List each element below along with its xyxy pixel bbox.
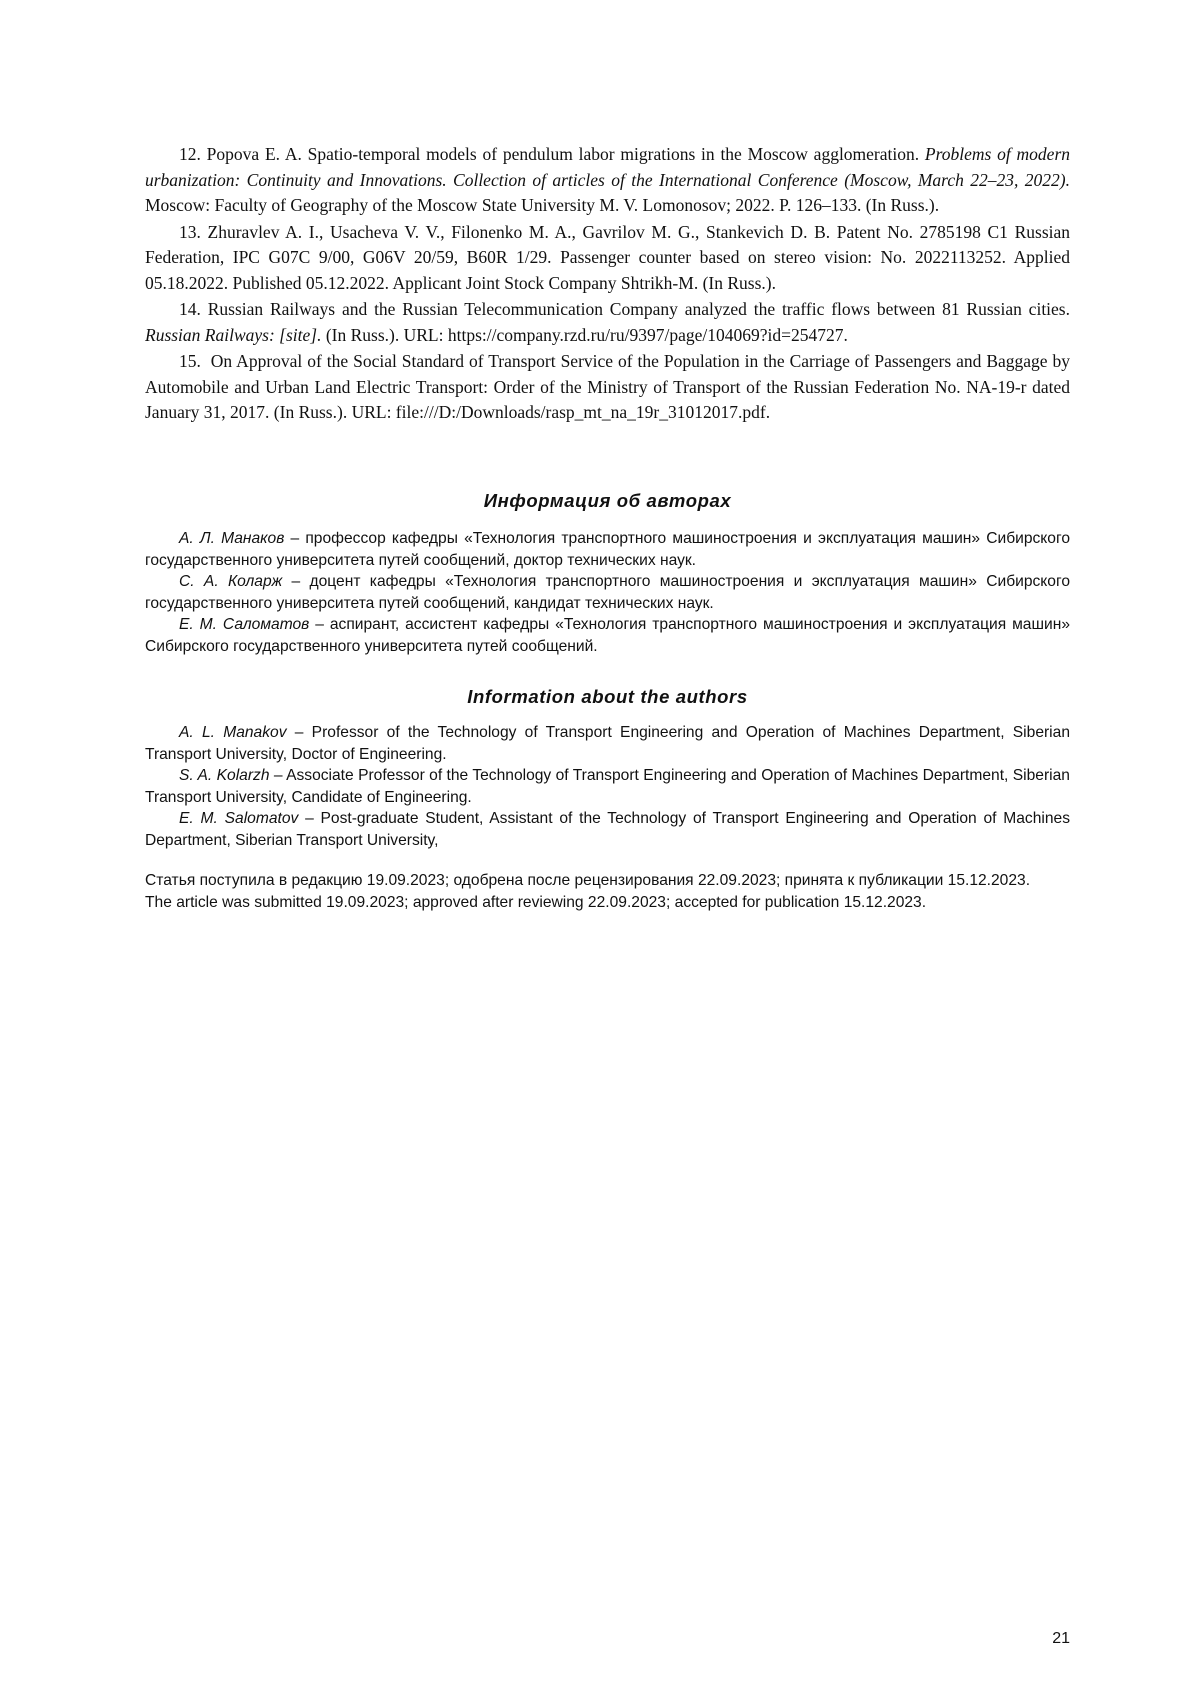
- reference-text: Moscow: Faculty of Geography of the Moscow State University M. V. Lomonosov; 2022. P. 126–133. (In Russ.).: [145, 195, 940, 215]
- reference-list: [145, 142, 1070, 427]
- reference-source-title: Russian Railways: [site].: [145, 324, 322, 345]
- reference-number: 12.: [179, 144, 201, 164]
- author-description: – Associate Professor of the Technology of Transport Engineering and Operation of Machines Department, Siberian Transport University, Candidate of Engineering.: [145, 767, 1070, 806]
- reference-text: Zhuravlev A. I., Usacheva V. V., Filonenko M. A., Gavrilov M. G., Stankevich D. B. Patent No. 2785198 C1 Russian Federation, IPC G07C 9/00, G06V 20/59, B60R 1/29. Passenger counter based on stereo vision: No. 2022113252. Applied 05.18.2022. Published 05.12.2022. Applicant Joint Stock Company Shtrikh-M. (In Russ.).: [145, 221, 1071, 293]
- reference-number: 15.: [179, 351, 201, 371]
- author-name: А. Л. Манаков: [179, 530, 285, 547]
- reference-item: [145, 297, 1070, 348]
- ru-authors-heading: Информация об авторах: [483, 490, 732, 511]
- article-dates-en: The article was submitted 19.09.2023; approved after reviewing 22.09.2023; accepted for publication 15.12.2023.: [145, 893, 927, 911]
- reference-item: [145, 220, 1070, 297]
- reference-item: [145, 142, 1070, 219]
- author-description: – Post-graduate Student, Assistant of the Technology of Transport Engineering and Operation of Machines Department, Siberian Transport University,: [145, 810, 1070, 849]
- author-entry: [145, 614, 1070, 657]
- en-authors-heading: Information about the authors: [467, 686, 748, 707]
- author-description: – профессор кафедры «Технология транспортного машиностроения и эксплуатация машин» Сибирского государственного университета путей сообщений, доктор технических наук.: [145, 530, 1070, 569]
- page-number: 21: [1052, 1630, 1070, 1647]
- author-entry: [145, 571, 1070, 614]
- author-name: С. А. Коларж: [179, 573, 283, 590]
- reference-item: [145, 349, 1070, 426]
- reference-text: On Approval of the Social Standard of Transport Service of the Population in the Carriage of Passengers and Baggage by Automobile and Urban Land Electric Transport: Order of the Ministry of Transport of the Russian Federation No. NA-19-r dated January 31, 2017. (In Russ.). URL: file:///D:/Downloads/rasp_mt_na_19r_31012017.pdf.: [145, 351, 1071, 422]
- reference-text: Russian Railways and the Russian Telecommunication Company analyzed the traffic flows between 81 Russian cities.: [207, 299, 1070, 319]
- author-entry: [145, 722, 1070, 765]
- author-description: – аспирант, ассистент кафедры «Технология транспортного машиностроения и эксплуатация машин» Сибирского государственного университета путей сообщений.: [145, 616, 1070, 655]
- reference-text: (In Russ.). URL: https://company.rzd.ru/ru/9397/page/104069?id=254727.: [321, 324, 848, 345]
- author-name: S. A. Kolarzh: [179, 767, 270, 784]
- author-entry: [145, 528, 1070, 571]
- author-name: A. L. Manakov: [179, 724, 287, 741]
- author-entry: [145, 808, 1070, 851]
- reference-text: Popova E. A. Spatio-temporal models of pendulum labor migrations in the Moscow agglomeration.: [206, 144, 925, 164]
- author-name: E. M. Salomatov: [179, 810, 299, 827]
- article-dates-ru: Статья поступила в редакцию 19.09.2023; одобрена после рецензирования 22.09.2023; принята к публикации 15.12.2023.: [145, 872, 1031, 889]
- reference-source-title: Problems of modern urbanization: Continuity and Innovations. Collection of articles of the International Conference (Moscow, March 22–23, 2022).: [145, 144, 1071, 190]
- reference-number: 14.: [179, 299, 201, 319]
- author-name: Е. М. Саломатов: [179, 616, 310, 633]
- article-dates: [145, 870, 1070, 913]
- reference-number: 13.: [179, 221, 201, 242]
- ru-authors-list: [145, 528, 1070, 657]
- author-description: – доцент кафедры «Технология транспортного машиностроения и эксплуатация машин» Сибирского государственного университета путей сообщений, кандидат технических наук.: [145, 573, 1070, 612]
- author-entry: [145, 765, 1070, 808]
- en-authors-list: [145, 722, 1070, 851]
- author-description: – Professor of the Technology of Transport Engineering and Operation of Machines Department, Siberian Transport University, Doctor of Engineering.: [145, 724, 1070, 763]
